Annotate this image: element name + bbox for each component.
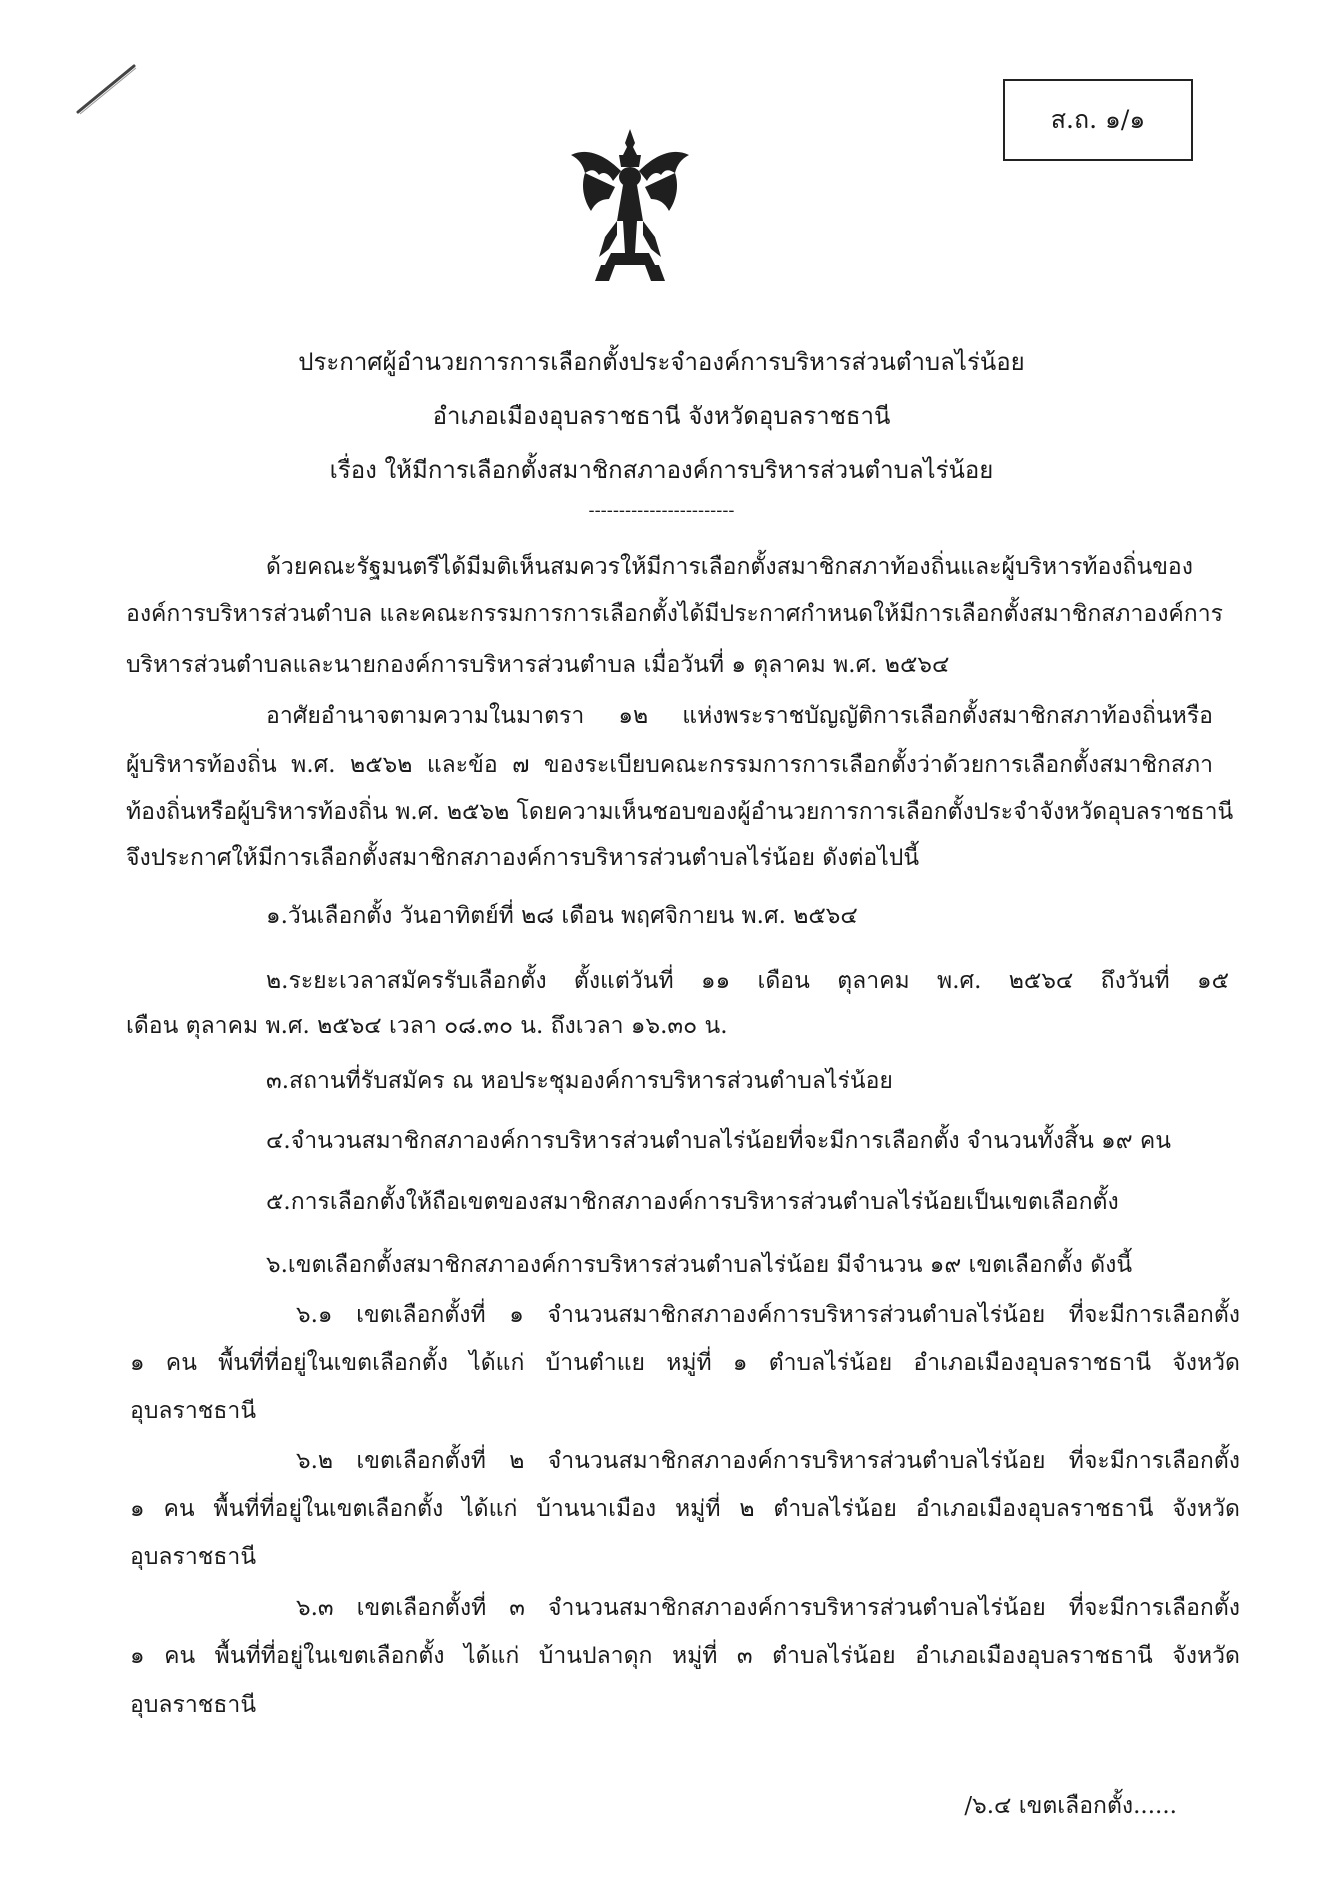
header-divider: ------------------------: [588, 500, 735, 521]
item-2-line-1: ๒.ระยะเวลาสมัครรับเลือกตั้ง ตั้งแต่วันที่ ๑๑ เดือน ตุลาคม พ.ศ. ๒๕๖๔ ถึงวันที่ ๑๕: [266, 968, 1229, 994]
garuda-emblem: [565, 125, 695, 285]
item-6-2-line-2: ๑ คน พื้นที่ที่อยู่ในเขตเลือกตั้ง ได้แก่ บ้านนาเมือง หมู่ที่ ๒ ตำบลไร่น้อย อำเภอเมืองอุบลราชธานี จังหวัด: [130, 1496, 1240, 1522]
para2-line-4: จึงประกาศให้มีการเลือกตั้งสมาชิกสภาองค์การบริหารส่วนตำบลไร่น้อย ดังต่อไปนี้: [126, 845, 920, 871]
continued-footer: /๖.๔ เขตเลือกตั้ง......: [964, 1793, 1177, 1819]
form-code: ส.ถ. ๑/๑: [1050, 105, 1146, 134]
item-2-line-2: เดือน ตุลาคม พ.ศ. ๒๕๖๔ เวลา ๐๘.๓๐ น. ถึงเวลา ๑๖.๓๐ น.: [126, 1013, 728, 1039]
item-6: ๖.เขตเลือกตั้งสมาชิกสภาองค์การบริหารส่วนตำบลไร่น้อย มีจำนวน ๑๙ เขตเลือกตั้ง ดังนี้: [266, 1252, 1133, 1278]
item-6-3-line-3: อุบลราชธานี: [130, 1692, 257, 1718]
item-3: ๓.สถานที่รับสมัคร ณ หอประชุมองค์การบริหารส่วนตำบลไร่น้อย: [266, 1068, 893, 1094]
pen-stroke-mark: [70, 60, 150, 120]
item-6-1-line-1: ๖.๑ เขตเลือกตั้งที่ ๑ จำนวนสมาชิกสภาองค์การบริหารส่วนตำบลไร่น้อย ที่จะมีการเลือกตั้ง: [296, 1302, 1240, 1328]
item-6-3-line-2: ๑ คน พื้นที่ที่อยู่ในเขตเลือกตั้ง ได้แก่ บ้านปลาดุก หมู่ที่ ๓ ตำบลไร่น้อย อำเภอเมืองอุบลราชธานี จังหวัด: [130, 1643, 1240, 1669]
item-6-1-line-2: ๑ คน พื้นที่ที่อยู่ในเขตเลือกตั้ง ได้แก่ บ้านตำแย หมู่ที่ ๑ ตำบลไร่น้อย อำเภอเมืองอุบลราชธานี จังหวัด: [130, 1350, 1240, 1376]
item-6-1-line-3: อุบลราชธานี: [130, 1398, 257, 1424]
item-6-2-line-3: อุบลราชธานี: [130, 1544, 257, 1570]
para2-line-1: อาศัยอำนาจตามความในมาตรา ๑๒ แห่งพระราชบัญญัติการเลือกตั้งสมาชิกสภาท้องถิ่นหรือ: [266, 703, 1213, 729]
para2-line-2: ผู้บริหารท้องถิ่น พ.ศ. ๒๕๖๒ และข้อ ๗ ของระเบียบคณะกรรมการการเลือกตั้งว่าด้วยการเลือกตั้งสมาชิกสภา: [126, 752, 1213, 778]
para1-line-2: องค์การบริหารส่วนตำบล และคณะกรรมการการเลือกตั้งได้มีประกาศกำหนดให้มีการเลือกตั้งสมาชิกสภาองค์การ: [126, 601, 1224, 627]
para1-line-3: บริหารส่วนตำบลและนายกองค์การบริหารส่วนตำบล เมื่อวันที่ ๑ ตุลาคม พ.ศ. ๒๕๖๔: [126, 652, 950, 678]
para2-line-3: ท้องถิ่นหรือผู้บริหารท้องถิ่น พ.ศ. ๒๕๖๒ โดยความเห็นชอบของผู้อำนวยการการเลือกตั้งประจำจังหวัดอุบลราชธานี: [126, 799, 1234, 825]
item-6-3-line-1: ๖.๓ เขตเลือกตั้งที่ ๓ จำนวนสมาชิกสภาองค์การบริหารส่วนตำบลไร่น้อย ที่จะมีการเลือกตั้ง: [296, 1595, 1240, 1621]
header-line-1: ประกาศผู้อำนวยการการเลือกตั้งประจำองค์การบริหารส่วนตำบลไร่น้อย: [298, 348, 1025, 376]
para1-line-1: ด้วยคณะรัฐมนตรีได้มีมติเห็นสมควรให้มีการเลือกตั้งสมาชิกสภาท้องถิ่นและผู้บริหารท้องถิ่นของ: [266, 554, 1193, 580]
item-4: ๔.จำนวนสมาชิกสภาองค์การบริหารส่วนตำบลไร่น้อยที่จะมีการเลือกตั้ง จำนวนทั้งสิ้น ๑๙ คน: [266, 1128, 1171, 1154]
form-code-box: [1003, 79, 1193, 161]
header-subject: เรื่อง ให้มีการเลือกตั้งสมาชิกสภาองค์การบริหารส่วนตำบลไร่น้อย: [329, 456, 994, 484]
item-6-2-line-1: ๖.๒ เขตเลือกตั้งที่ ๒ จำนวนสมาชิกสภาองค์การบริหารส่วนตำบลไร่น้อย ที่จะมีการเลือกตั้ง: [296, 1448, 1240, 1474]
item-1: ๑.วันเลือกตั้ง วันอาทิตย์ที่ ๒๘ เดือน พฤศจิกายน พ.ศ. ๒๕๖๔: [266, 903, 858, 929]
header-line-2: อำเภอเมืองอุบลราชธานี จังหวัดอุบลราชธานี: [432, 402, 891, 430]
item-5: ๕.การเลือกตั้งให้ถือเขตของสมาชิกสภาองค์การบริหารส่วนตำบลไร่น้อยเป็นเขตเลือกตั้ง: [266, 1189, 1119, 1215]
